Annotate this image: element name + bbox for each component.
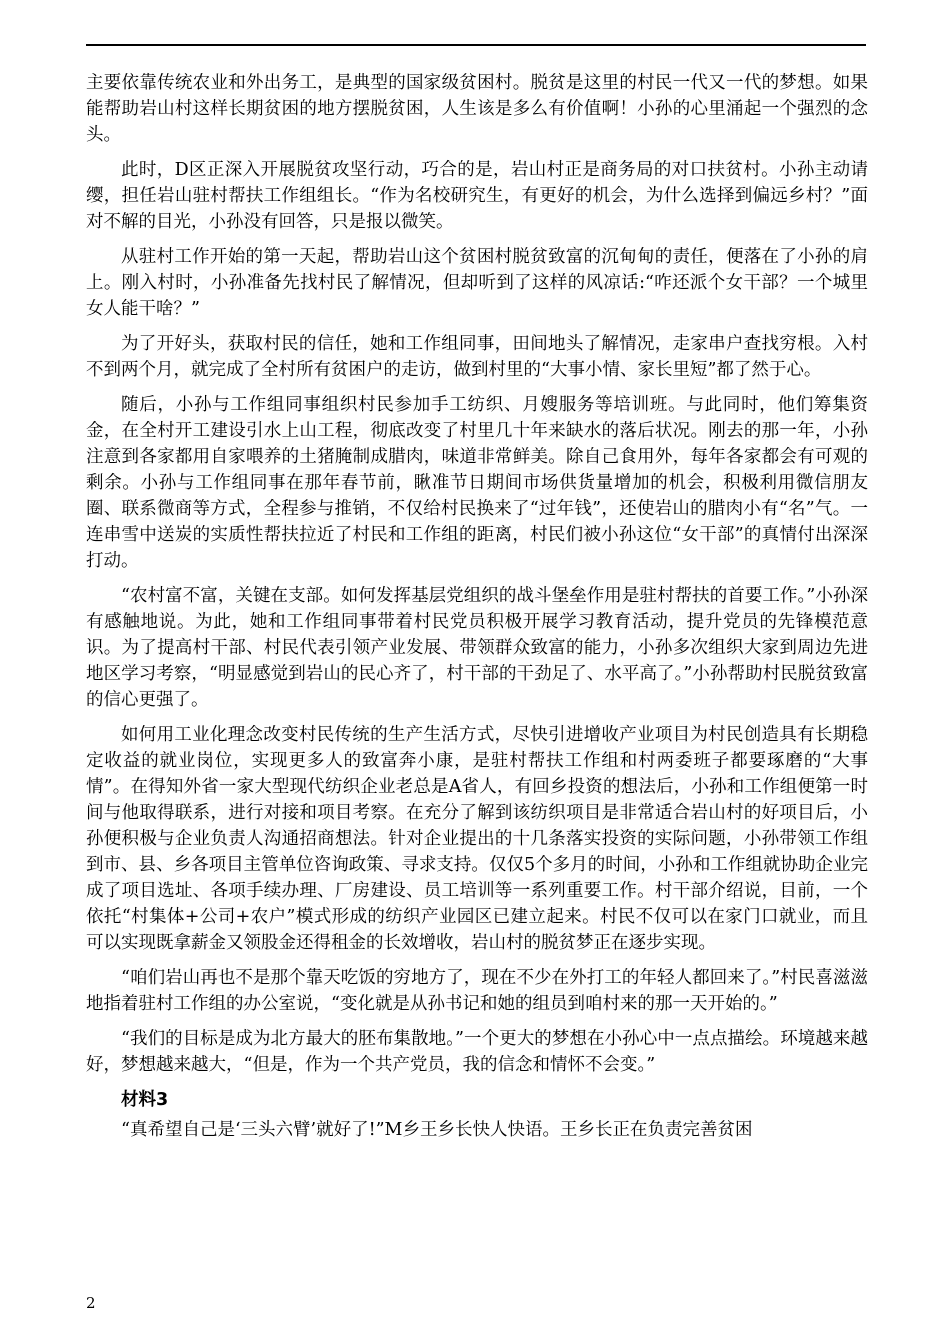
- header-rule: [86, 44, 866, 46]
- paragraph: “真希望自己是‘三头六臂’就好了!”M乡王乡长快人快语。王乡长正在负责完善贫困: [121, 1120, 753, 1140]
- paragraph: 此时，D区正深入开展脱贫攻坚行动，巧合的是，岩山村正是商务局的对口扶贫村。小孙主动请缨，担任岩山驻村帮扶工作组组长。“作为名校研究生，有更好的机会，为什么选择到偏远乡村？”面对不解的目光，小孙没有回答，只是报以微笑。: [86, 160, 868, 232]
- paragraph: 为了开好头，获取村民的信任，她和工作组同事，田间地头了解情况，走家串户查找穷根。入村不到两个月，就完成了全村所有贫困户的走访，做到村里的“大事小情、家长里短”都了然于心。: [86, 334, 868, 380]
- paragraph: “农村富不富，关键在支部。如何发挥基层党组织的战斗堡垒作用是驻村帮扶的首要工作。”小孙深有感触地说。为此，她和工作组同事带着村民党员积极开展学习教育活动，提升党员的先锋模范意识。为了提高村干部、村民代表引领产业发展、带领群众致富的能力，小孙多次组织大家到周边先进地区学习考察，“明显感觉到岩山的民心齐了，村干部的干劲足了、水平高了。”小孙帮助村民脱贫致富的信心更强了。: [86, 586, 868, 710]
- paragraph: 如何用工业化理念改变村民传统的生产生活方式，尽快引进增收产业项目为村民创造具有长期稳定收益的就业岗位，实现更多人的致富奔小康，是驻村帮扶工作组和村两委班子都要琢磨的“大事情”。在得知外省一家大型现代纺织企业老总是A省人，有回乡投资的想法后，小孙和工作组便第一时间与他取得联系，进行对接和项目考察。在充分了解到该纺织项目是非常适合岩山村的好项目后，小孙便积极与企业负责人沟通招商想法。针对企业提出的十几条落实投资的实际问题，小孙带领工作组到市、县、乡各项目主管单位咨询政策、寻求支持。仅仅5个多月的时间，小孙和工作组就协助企业完成了项目选址、各项手续办理、厂房建设、员工培训等一系列重要工作。村干部介绍说，目前，一个依托“村集体+公司+农户”模式形成的纺织产业园区已建立起来。村民不仅可以在家门口就业，而且可以实现既拿薪金又领股金还得租金的长效增收，岩山村的脱贫梦正在逐步实现。: [86, 725, 868, 953]
- body-text: [86, 70, 868, 1152]
- section-heading: 材料3: [121, 1090, 169, 1110]
- paragraph: 从驻村工作开始的第一天起，帮助岩山这个贫困村脱贫致富的沉甸甸的责任，便落在了小孙的肩上。刚入村时，小孙准备先找村民了解情况，但却听到了这样的风凉话:“咋还派个女干部？一个城里女人能干啥？”: [86, 247, 868, 319]
- page-number: 2: [86, 1294, 96, 1312]
- paragraph: “咱们岩山再也不是那个靠天吃饭的穷地方了，现在不少在外打工的年轻人都回来了。”村民喜滋滋地指着驻村工作组的办公室说，“变化就是从孙书记和她的组员到咱村来的那一天开始的。”: [86, 968, 868, 1014]
- paragraph: 随后，小孙与工作组同事组织村民参加手工纺织、月嫂服务等培训班。与此同时，他们筹集资金，在全村开工建设引水上山工程，彻底改变了村里几十年来缺水的落后状况。刚去的那一年，小孙注意到各家都用自家喂养的土猪腌制成腊肉，味道非常鲜美。除自己食用外，每年各家都会有可观的剩余。小孙与工作组同事在那年春节前，瞅准节日期间市场供货量增加的机会，积极利用微信朋友圈、联系微商等方式，全程参与推销，不仅给村民换来了“过年钱”，还使岩山的腊肉小有“名”气。一连串雪中送炭的实质性帮扶拉近了村民和工作组的距离，村民们被小孙这位“女干部”的真情付出深深打动。: [86, 395, 868, 571]
- paragraph: “我们的目标是成为北方最大的胚布集散地。”一个更大的梦想在小孙心中一点点描绘。环境越来越好，梦想越来越大，“但是，作为一个共产党员，我的信念和情怀不会变。”: [86, 1029, 868, 1075]
- paragraph: 主要依靠传统农业和外出务工，是典型的国家级贫困村。脱贫是这里的村民一代又一代的梦想。如果能帮助岩山村这样长期贫困的地方摆脱贫困，人生该是多么有价值啊！小孙的心里涌起一个强烈的念头。: [86, 73, 868, 145]
